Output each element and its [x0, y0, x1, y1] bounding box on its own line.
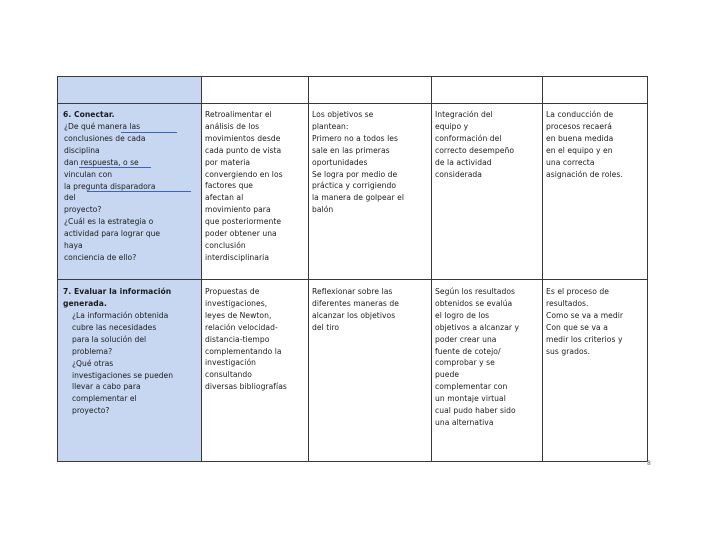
underline-pregunta — [87, 191, 191, 192]
row-6-questions: ¿De qué manera las conclusiones de cada disciplina dan respuesta, o se vinculan con la pregunta disparadora del proyecto? ¿Cuál es la estrategia o actividad para lograr que haya conciencia de ello? — [64, 122, 161, 262]
row-7-cell-2: Reflexionar sobre las diferentes maneras de alcanzar los objetivos del tiro — [312, 287, 399, 332]
row-divider — [57, 103, 648, 104]
row-6-cell-4: La conducción de procesos recaerá en buena medida en el equipo y en una correcta asignación de roles. — [546, 110, 623, 179]
table-border-right — [647, 76, 648, 462]
row-6-cell-3: Integración del equipo y conformación del correcto desempeño de la actividad considerada — [435, 110, 515, 179]
row-6-title: 6. Conectar. — [63, 110, 115, 119]
row-7-cell-1: Propuestas de investigaciones, leyes de Newton, relación velocidad- distancia-tiempo complementando la investigación consultando diversas bibliografías — [205, 287, 287, 392]
row-6-cell-2: Los objetivos se plantean: Primero no a todos les sale en las primeras oportunidades Se logra por medio de práctica y corrigiendo la manera de golpear el balón — [312, 110, 404, 215]
column-divider — [431, 76, 432, 462]
underline-manera — [121, 132, 177, 133]
page-number: 8 — [647, 460, 651, 467]
methodology-table — [57, 76, 648, 462]
row-7-title: 7. Evaluar la información generada. — [63, 287, 172, 308]
table-border-top — [57, 76, 648, 77]
row-7-cell-3: Según los resultados obtenidos se evalúa el logro de los objetivos a alcanzar y poder crear una fuente de cotejo/ comprobar y se puede complementar con un montaje virtual cual pudo haber sido una alternativa — [435, 287, 520, 427]
row-divider — [57, 279, 648, 280]
row-6-cell-1: Retroalimentar el análisis de los movimientos desde cada punto de vista por materia convergiendo en los factores que afectan al movimiento para que posteriormente poder obtener una conclusión interdisciplinaria — [205, 110, 283, 262]
row-7-questions: ¿La información obtenida cubre las necesidades para la solución del problema? ¿Qué otras investigaciones se pueden llevar a cabo para complementar el proyecto? — [72, 311, 174, 416]
table-border-bottom — [57, 461, 648, 462]
table-border-left — [57, 76, 58, 462]
column-divider — [542, 76, 543, 462]
underline-respuesta — [79, 167, 151, 168]
row-7-cell-4: Es el proceso de resultados. Como se va a medir Con que se va a medir los criterios y sus grados. — [546, 287, 624, 356]
